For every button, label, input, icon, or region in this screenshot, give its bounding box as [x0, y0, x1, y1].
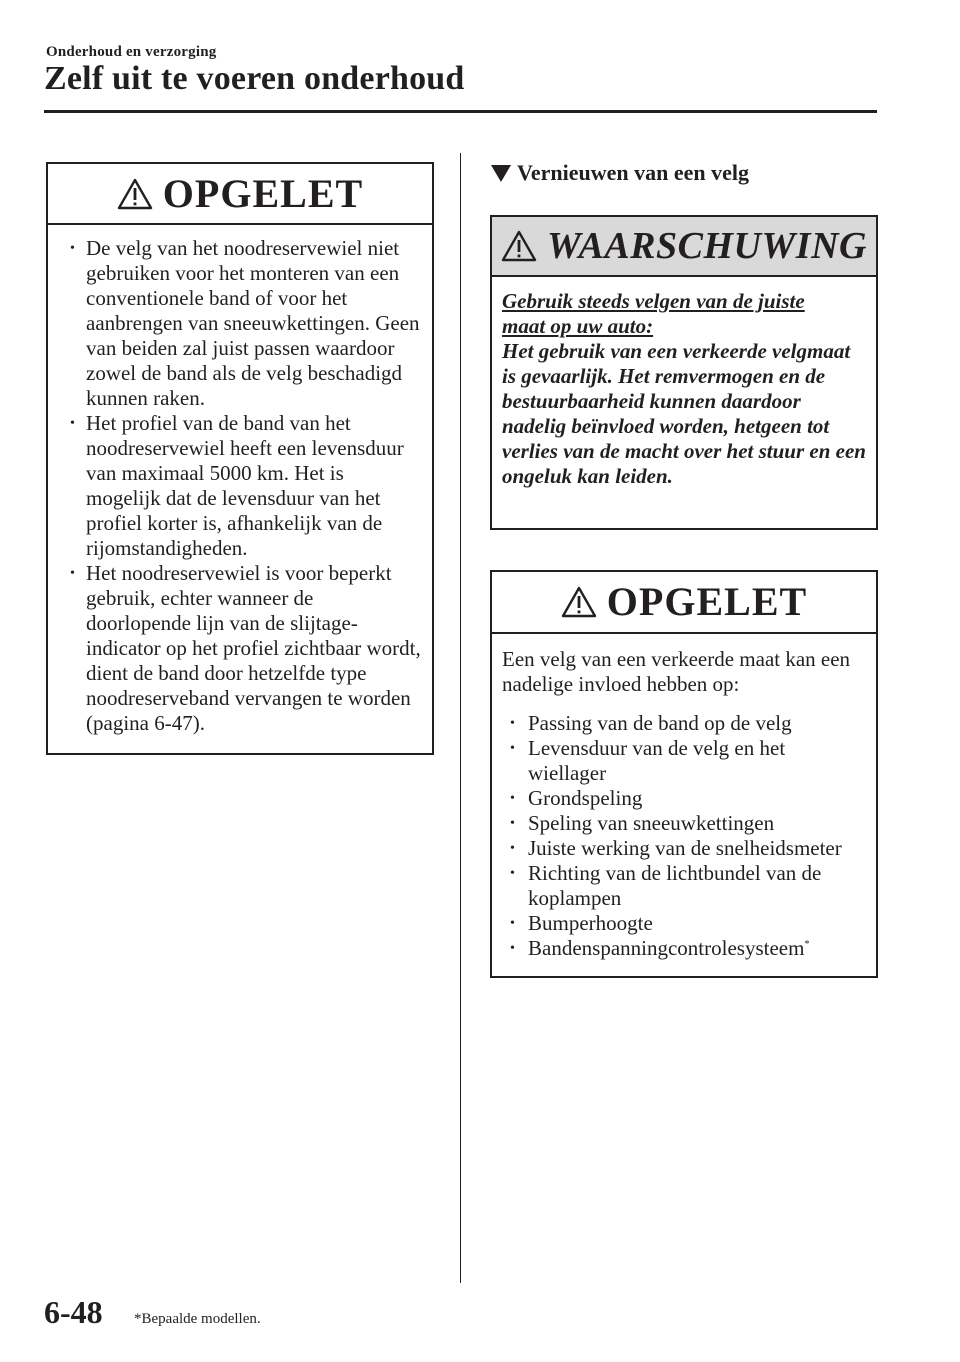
- caution-box-left: [46, 162, 434, 755]
- page-title: Zelf uit te voeren onderhoud: [44, 60, 465, 97]
- list-item: • Het profiel van de band van het noodreservewiel heeft een levensduur van maximaal 5000 km. Het is mogelijk dat de levensduur van het profiel korter is, afhankelijk van de rijomstandigheden.: [48, 411, 422, 561]
- warning-triangle-icon: [117, 178, 153, 210]
- caution-box-right: [490, 570, 878, 978]
- list-item: • Grondspeling: [492, 786, 868, 811]
- footnote: *Bepaalde modellen.: [134, 1311, 261, 1327]
- list-item: • Het noodreservewiel is voor beperkt gebruik, echter wanneer de doorlopende lijn van de slijtage-indicator op het profiel zichtbaar wordt, dient de band door hetzelfde type noodreserveband vervangen te worden (pagina 6-47).: [48, 561, 422, 736]
- caution-intro: Een velg van een verkeerde maat kan een nadelige invloed hebben op:: [502, 647, 851, 696]
- caution-list: [48, 225, 432, 736]
- caution-content: [492, 634, 876, 697]
- column-divider: [460, 153, 461, 1283]
- caution-heading: OPGELET: [606, 579, 808, 624]
- list-item: • Passing van de band op de velg: [492, 711, 868, 736]
- triangle-down-icon: [491, 165, 511, 182]
- warning-box: [490, 215, 878, 530]
- subsection-heading-text: Vernieuwen van een velg: [517, 160, 750, 185]
- page-number: 6-48: [44, 1294, 103, 1330]
- caution-list: [492, 697, 876, 961]
- warning-triangle-icon: [501, 230, 537, 262]
- warning-heading: WAARSCHUWING: [547, 225, 867, 267]
- warning-header: [492, 217, 876, 277]
- list-item-text: Bandenspanningcontrolesysteem: [528, 936, 805, 960]
- subsection-heading: [491, 160, 749, 186]
- caution-header: [492, 572, 876, 634]
- list-item: • Levensduur van de velg en het wiellager: [492, 736, 868, 786]
- list-item: • Richting van de lichtbundel van de koplampen: [492, 861, 868, 911]
- list-item: • Juiste werking van de snelheidsmeter: [492, 836, 868, 861]
- footnote-mark: *: [804, 939, 810, 950]
- list-item: • Bumperhoogte: [492, 911, 868, 936]
- warning-body: [492, 277, 876, 489]
- list-item: • De velg van het noodreservewiel niet gebruiken voor het monteren van een conventionele band of voor het aanbrengen van sneeuwkettingen. Geen van beiden zal juist passen waardoor zowel de band als de velg beschadigd kunnen raken.: [48, 236, 422, 411]
- warning-triangle-icon: [561, 586, 597, 618]
- list-item: [492, 936, 868, 961]
- list-item: • Speling van sneeuwkettingen: [492, 811, 868, 836]
- section-label: Onderhoud en verzorging: [46, 44, 217, 60]
- warning-text: Het gebruik van een verkeerde velgmaat is gevaarlijk. Het remvermogen en de bestuurbaarheid kunnen daardoor nadelig beïnvloed worden, hetgeen tot verlies van de macht over het stuur en een ongeluk kan leiden.: [502, 339, 866, 488]
- caution-heading: OPGELET: [162, 170, 364, 216]
- title-rule: [44, 110, 877, 113]
- warning-lead: Gebruik steeds velgen van de juiste maat op uw auto:: [502, 289, 805, 338]
- caution-header: [48, 164, 432, 225]
